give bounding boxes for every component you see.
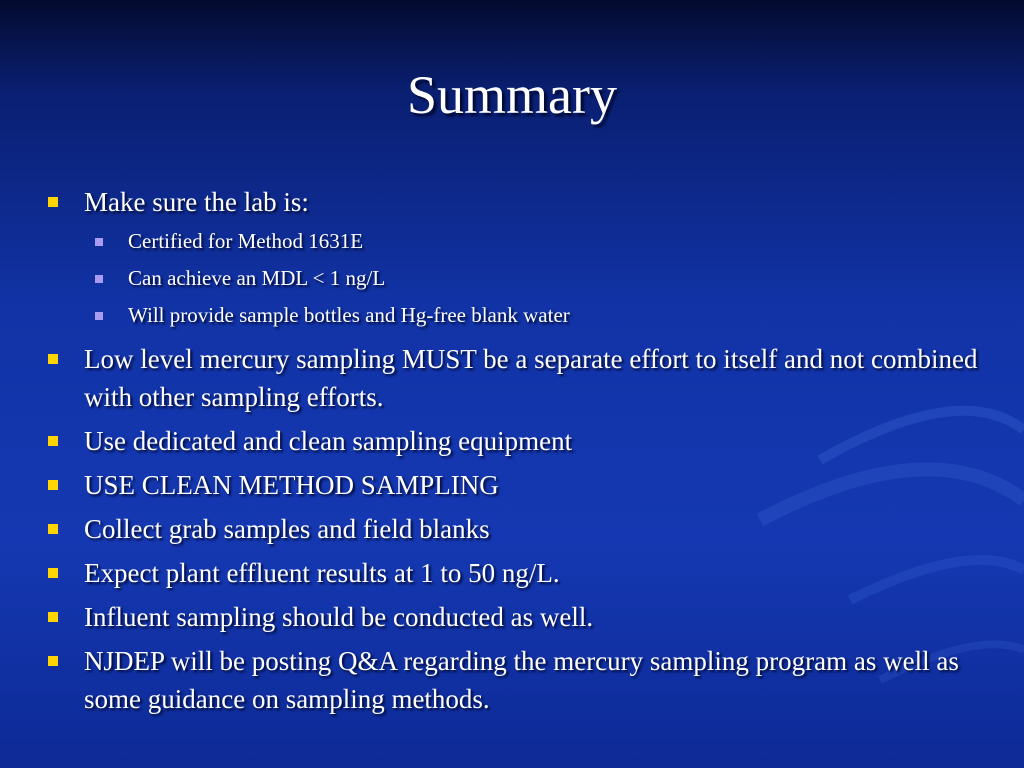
bullet-text: Make sure the lab is: (84, 187, 309, 217)
bullet-text: NJDEP will be posting Q&A regarding the mercury sampling program as well as some guidance on sampling methods. (84, 646, 959, 714)
bullet-text: USE CLEAN METHOD SAMPLING (84, 470, 499, 500)
square-bullet-icon (95, 312, 103, 320)
slide-title: Summary (407, 65, 617, 125)
bullet-item (44, 422, 1014, 460)
square-bullet-icon (48, 568, 58, 578)
square-bullet-icon (48, 436, 58, 446)
bullet-text: Collect grab samples and field blanks (84, 514, 490, 544)
bullet-text: Influent sampling should be conducted as well. (84, 602, 594, 632)
square-bullet-icon (48, 612, 58, 622)
bullet-item (44, 340, 1014, 416)
bullet-item (44, 183, 1014, 334)
sub-bullet-text: Can achieve an MDL < 1 ng/L (128, 266, 386, 290)
bullet-text: Low level mercury sampling MUST be a separate effort to itself and not combined with other sampling efforts. (84, 344, 978, 412)
bullet-item (44, 466, 1014, 504)
bullet-item (44, 510, 1014, 548)
square-bullet-icon (48, 354, 58, 364)
sub-bullet-item (124, 223, 1014, 260)
sub-bullet-list (84, 223, 1014, 334)
sub-bullet-text: Certified for Method 1631E (128, 229, 364, 253)
square-bullet-icon (48, 656, 58, 666)
square-bullet-icon (48, 197, 58, 207)
square-bullet-icon (48, 480, 58, 490)
square-bullet-icon (95, 238, 103, 246)
bullet-text: Expect plant effluent results at 1 to 50 ng/L. (84, 558, 560, 588)
bullet-item (44, 642, 1014, 718)
sub-bullet-item (124, 260, 1014, 297)
square-bullet-icon (95, 275, 103, 283)
square-bullet-icon (48, 524, 58, 534)
bullet-item (44, 598, 1014, 636)
bullet-list (44, 183, 1014, 724)
sub-bullet-text: Will provide sample bottles and Hg-free blank water (128, 303, 570, 327)
bullet-text: Use dedicated and clean sampling equipment (84, 426, 573, 456)
sub-bullet-item (124, 297, 1014, 334)
bullet-item (44, 554, 1014, 592)
